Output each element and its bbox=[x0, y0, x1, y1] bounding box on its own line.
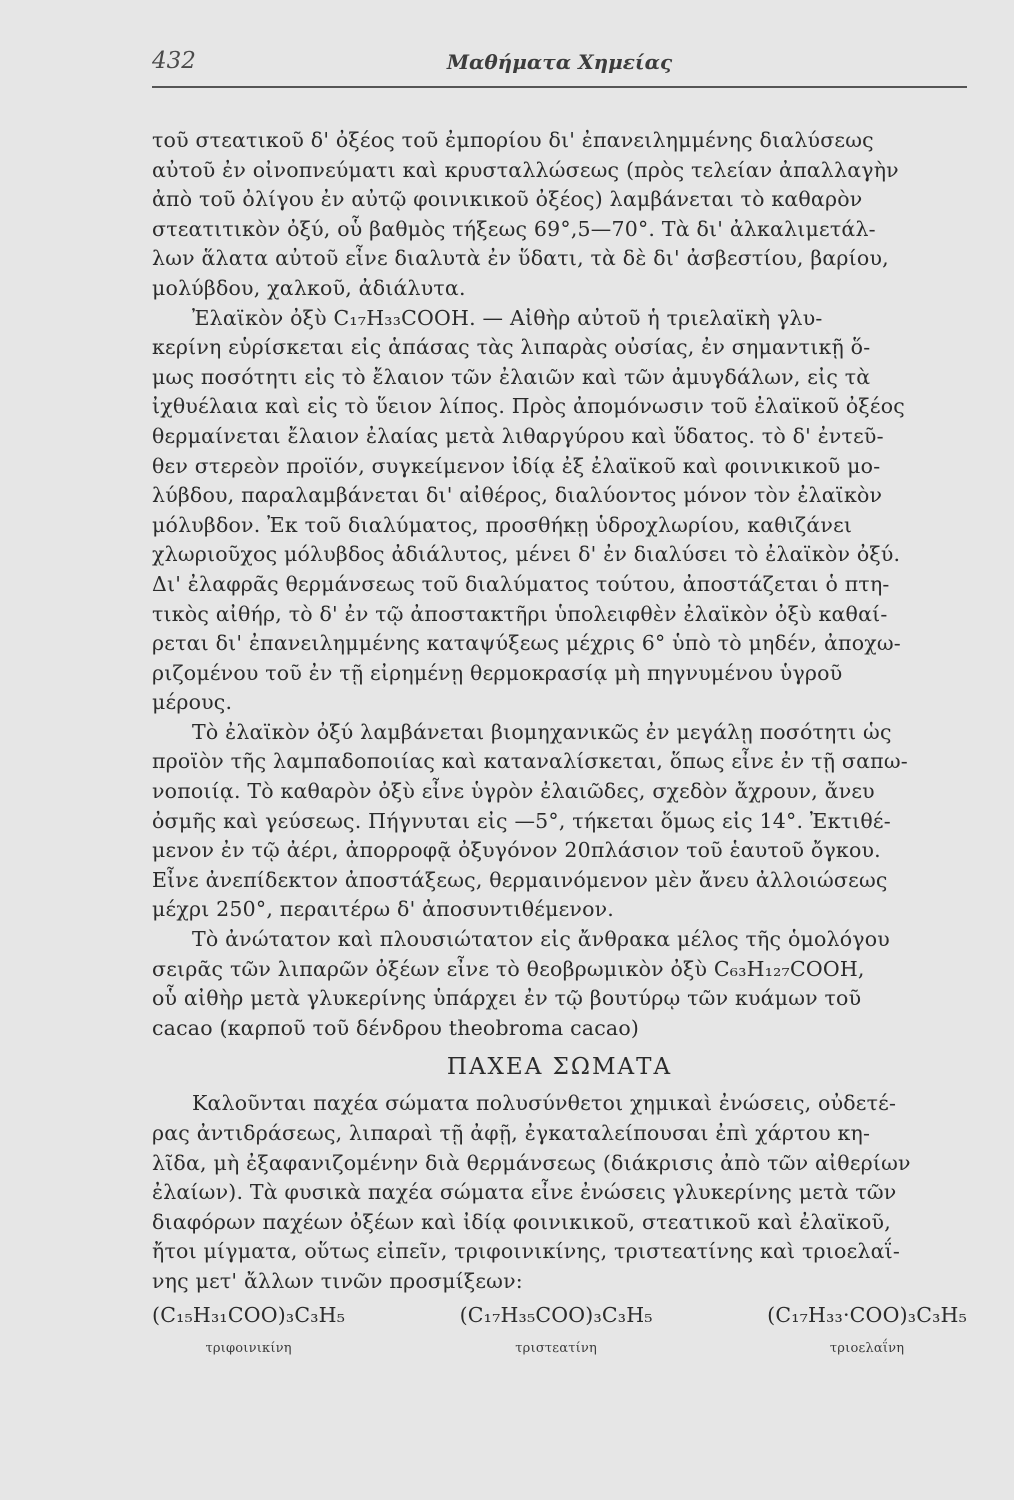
text-line: ἰχθυέλαια καὶ εἰς τὸ ὕειον λίπος. Πρὸς ἀπομόνωσιν τοῦ ἐλαϊκοῦ ὀξέος bbox=[152, 394, 905, 419]
formula-caption: τριοελαΐνη bbox=[829, 1341, 905, 1357]
text-line: ρεται δι' ἐπανειλημμένης καταψύξεως μέχρις 6° ὑπὸ τὸ μηδέν, ἀποχω- bbox=[152, 631, 901, 656]
text-line: ἤτοι μίγματα, οὕτως εἰπεῖν, τριφοινικίνης, τριστεατίνης καὶ τριοελαΐ- bbox=[152, 1239, 900, 1264]
text-line: οὗ αἰθὴρ μετὰ γλυκερίνης ὑπάρχει ἐν τῷ βουτύρῳ τῶν κυάμων τοῦ bbox=[152, 986, 862, 1011]
formula-caption: τριφοινικίνη bbox=[205, 1341, 292, 1357]
paragraph-start-line: Καλοῦνται παχέα σώματα πολυσύνθετοι χημικαὶ ἐνώσεις, οὐδετέ- bbox=[192, 1091, 897, 1116]
text-line: ρας ἀντιδράσεως, λιπαραὶ τῇ ἀφῇ, ἐγκαταλείπουσαι ἐπὶ χάρτου κη- bbox=[152, 1121, 871, 1145]
text-line: ἐλαίων). Τὰ φυσικὰ παχέα σώματα εἶνε ἐνώσεις γλυκερίνης μετὰ τῶν bbox=[152, 1180, 897, 1205]
text-line: θεν στερεὸν προϊόν, συγκείμενον ἰδίᾳ ἐξ ἐλαϊκοῦ καὶ φοινικικοῦ μο- bbox=[152, 453, 881, 478]
text-line: σειρᾶς τῶν λιπαρῶν ὀξέων εἶνε τὸ θεοβρωμικὸν ὀξὺ C₆₃H₁₂₇COOH, bbox=[152, 956, 865, 981]
text-line: λύβδου, παραλαμβάνεται δι' αἰθέρος, διαλύοντος μόνον τὸν ἐλαϊκὸν bbox=[152, 483, 883, 508]
section-heading: ΠΑΧΕΑ ΣΩΜΑΤΑ bbox=[446, 1054, 673, 1081]
text-line: στεατιτικὸν ὀξύ, οὗ βαθμὸς τήξεως 69°,5—70°. Τὰ δι' ἀλκαλιμετάλ- bbox=[152, 216, 876, 241]
text-line: τοῦ στεατικοῦ δ' ὀξέος τοῦ ἐμπορίου δι' ἐπανειλημμένης διαλύσεως bbox=[152, 128, 874, 152]
paragraph-start-line: Τὸ ἀνώτατον καὶ πλουσιώτατον εἰς ἄνθρακα μέλος τῆς ὁμολόγου bbox=[192, 927, 890, 952]
text-line: μως ποσότητι εἰς τὸ ἔλαιον τῶν ἐλαιῶν καὶ τῶν ἀμυγδάλων, εἰς τὰ bbox=[152, 364, 871, 389]
text-line: νης μετ' ἄλλων τινῶν προσμίξεων: bbox=[152, 1268, 523, 1293]
running-title: Μαθήματα Χημείας bbox=[446, 50, 673, 74]
text-line: Εἶνε ἀνεπίδεκτον ἀποστάξεως, θερμαινόμενον μὲν ἄνευ ἀλλοιώσεως bbox=[152, 867, 888, 892]
text-line: μολύβδου, χαλκοῦ, ἀδιάλυτα. bbox=[152, 275, 466, 300]
text-line: ὀσμῆς καὶ γεύσεως. Πήγνυται εἰς —5°, τήκεται ὅμως εἰς 14°. Ἐκτιθέ- bbox=[152, 808, 891, 833]
text-line: λῖδα, μὴ ἐξαφανιζομένην διὰ θερμάνσεως (διάκρισις ἀπὸ τῶν αἰθερίων bbox=[152, 1150, 911, 1175]
text-line: διαφόρων παχέων ὀξέων καὶ ἰδίᾳ φοινικικοῦ, στεατικοῦ καὶ ἐλαϊκοῦ, bbox=[152, 1209, 891, 1234]
text-line: Δι' ἐλαφρᾶς θερμάνσεως τοῦ διαλύματος τούτου, ἀποστάζεται ὁ πτη- bbox=[152, 571, 890, 596]
text-line: τικὸς αἰθήρ, τὸ δ' ἐν τῷ ἀποστακτῆρι ὑπολειφθὲν ἐλαϊκὸν ὀξὺ καθαί- bbox=[152, 601, 888, 626]
text-line: προϊὸν τῆς λαμπαδοποιίας καὶ καταναλίσκεται, ὅπως εἶνε ἐν τῇ σαπω- bbox=[152, 749, 908, 774]
text-line: λων ἅλατα αὐτοῦ εἶνε διαλυτὰ ἐν ὕδατι, τὰ δὲ δι' ἀσβεστίου, βαρίου, bbox=[152, 246, 889, 271]
body-text bbox=[152, 126, 967, 1364]
formula-row bbox=[152, 1301, 967, 1364]
text-line: μενον ἐν τῷ ἀέρι, ἀπορροφᾷ ὀξυγόνον 20πλάσιον τοῦ ἑαυτοῦ ὄγκου. bbox=[152, 838, 881, 863]
formula-triolein bbox=[767, 1301, 967, 1364]
paragraph-start-line: Ἐλαϊκὸν ὀξὺ C₁₇H₃₃COOH. — Αἰθὴρ αὐτοῦ ἡ τριελαϊκὴ γλυ- bbox=[192, 305, 823, 330]
formula-text: (C₁₅H₃₁COO)₃C₃H₅ bbox=[152, 1302, 346, 1327]
header-rule bbox=[152, 86, 967, 88]
text-line: θερμαίνεται ἔλαιον ἐλαίας μετὰ λιθαργύρου καὶ ὕδατος. τὸ δ' ἐντεῦ- bbox=[152, 423, 884, 448]
text-line: μέρους. bbox=[152, 690, 233, 715]
text-line: νοποιίᾳ. Τὸ καθαρὸν ὀξὺ εἶνε ὑγρὸν ἐλαιῶδες, σχεδὸν ἄχρουν, ἄνευ bbox=[152, 779, 875, 804]
text-line: ριζομένου τοῦ ἐν τῇ εἰρημένῃ θερμοκρασίᾳ μὴ πηγνυμένου ὑγροῦ bbox=[152, 660, 843, 685]
formula-tripalmitin bbox=[152, 1301, 345, 1364]
formula-tristearin bbox=[460, 1301, 653, 1364]
text-line: χλωριοῦχος μόλυβδος ἀδιάλυτος, μένει δ' ἐν διαλύσει τὸ ἐλαϊκὸν ὀξύ. bbox=[152, 542, 901, 567]
page-number: 432 bbox=[152, 48, 196, 74]
formula-caption: τριστεατίνη bbox=[515, 1341, 597, 1357]
text-line: κερίνη εὑρίσκεται εἰς ἁπάσας τὰς λιπαρὰς οὐσίας, ἐν σημαντικῇ ὅ- bbox=[152, 335, 871, 360]
formula-text: (C₁₇H₃₅COO)₃C₃H₅ bbox=[459, 1302, 653, 1327]
text-line: μέχρι 250°, περαιτέρω δ' ἀποσυντιθέμενον. bbox=[152, 897, 614, 922]
page-header bbox=[152, 48, 967, 88]
formula-text: (C₁₇H₃₃·COO)₃C₃H₅ bbox=[767, 1302, 967, 1327]
text-line: cacao (καρποῦ τοῦ δένδρου theobroma cacao) bbox=[152, 1015, 640, 1040]
text-line: ἀπὸ τοῦ ὀλίγου ἐν αὐτῷ φοινικικοῦ ὀξέος) λαμβάνεται τὸ καθαρὸν bbox=[152, 187, 863, 212]
paragraph-start-line: Τὸ ἐλαϊκὸν ὀξύ λαμβάνεται βιομηχανικῶς ἐν μεγάλῃ ποσότητι ὡς bbox=[192, 719, 892, 744]
text-line: μόλυβδον. Ἐκ τοῦ διαλύματος, προσθήκῃ ὑδροχλωρίου, καθιζάνει bbox=[152, 512, 853, 537]
text-line: αὐτοῦ ἐν οἰνοπνεύματι καὶ κρυσταλλώσεως (πρὸς τελείαν ἀπαλλαγὴν bbox=[152, 157, 899, 182]
